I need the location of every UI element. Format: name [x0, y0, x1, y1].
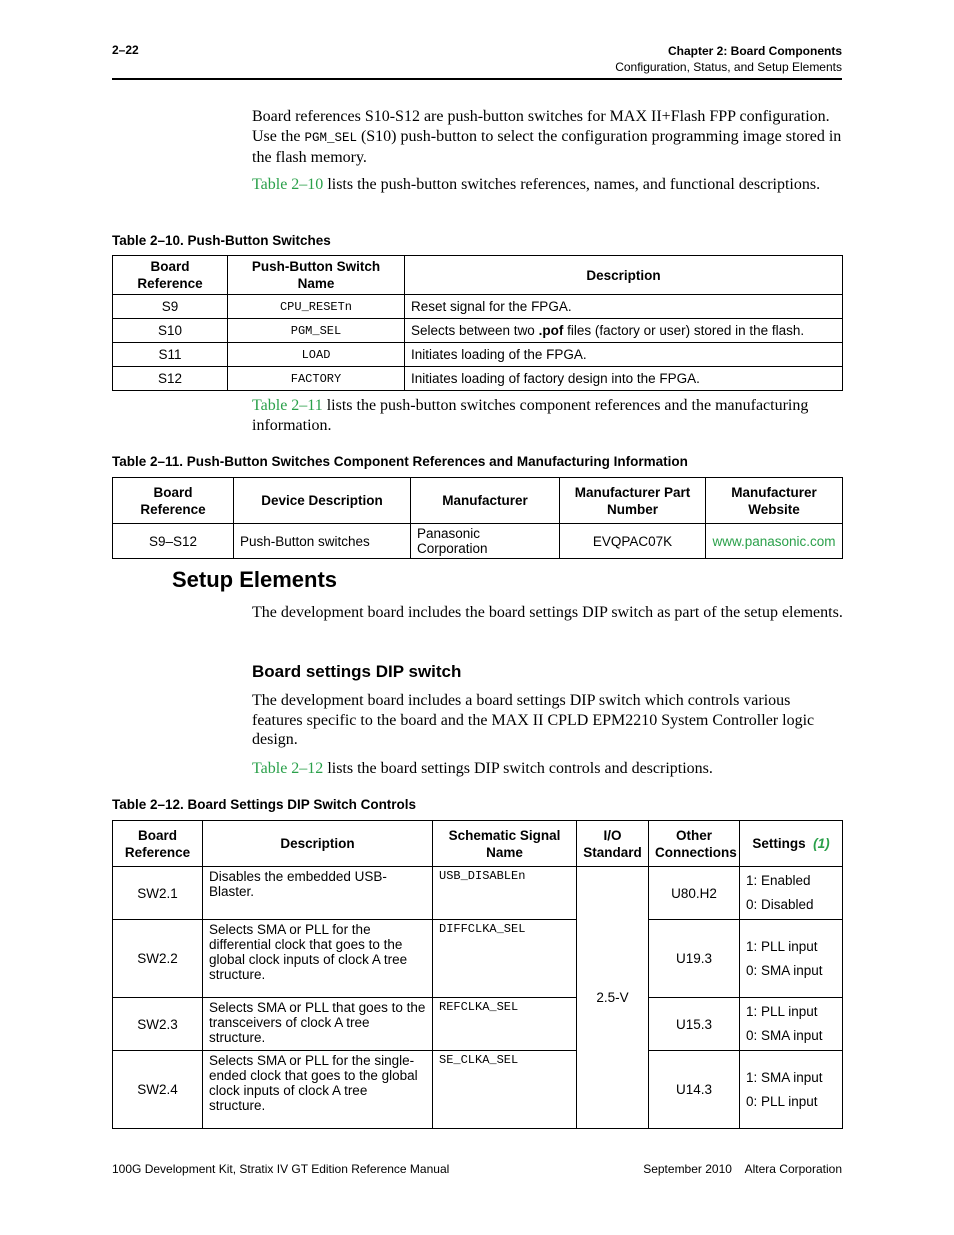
column-header: Manufacturer Website [706, 478, 843, 524]
chapter-title: Chapter 2: Board Components [667, 44, 842, 58]
table-2-12-link[interactable]: Table 2–12 [252, 760, 324, 777]
running-header [615, 43, 842, 75]
column-header: Description [203, 821, 433, 867]
table-row: S10 PGM_SEL Selects between two .pof files (factory or user) stored in the flash. [113, 319, 843, 343]
manufacturer-website-link[interactable]: www.panasonic.com [706, 524, 843, 559]
column-header: Board Reference [113, 256, 228, 295]
footnote-link[interactable]: (1) [813, 836, 830, 851]
table-row: S9–S12 Push-Button switches Panasonic Corporation EVQPAC07K www.panasonic.com [113, 524, 843, 559]
column-header: Description [405, 256, 843, 295]
column-header: Settings (1) [740, 821, 843, 867]
table-row: SW2.3 Selects SMA or PLL that goes to the transceivers of clock A tree structure. REFCLKA_SEL U15.3 1: PLL input 0: SMA input [113, 998, 843, 1051]
section-title: Configuration, Status, and Setup Elements [615, 60, 842, 74]
table-2-11-link[interactable]: Table 2–11 [252, 397, 323, 414]
table-caption: Table 2–11. Push-Button Switches Component References and Manufacturing Information [112, 454, 688, 469]
push-button-table [112, 255, 843, 391]
section-heading: Setup Elements [172, 567, 338, 592]
column-header: I/O Standard [577, 821, 649, 867]
table-row: S11 LOAD Initiates loading of the FPGA. [113, 343, 843, 367]
column-header: Manufacturer Part Number [560, 478, 706, 524]
subsection-heading: Board settings DIP switch [252, 662, 462, 681]
column-header: Other Connections [649, 821, 740, 867]
table-caption: Table 2–12. Board Settings DIP Switch Controls [112, 797, 417, 812]
column-header: Manufacturer [411, 478, 560, 524]
header-rule [112, 78, 842, 80]
table-caption: Table 2–10. Push-Button Switches [112, 233, 331, 248]
intro-paragraph: Board references S10-S12 are push-button switches for MAX II+Flash FPP configuration. Use the PGM_SEL (S10) push-button to select the configuration programming image stored in the flash memory. [252, 108, 842, 166]
table-row: S12 FACTORY Initiates loading of factory design into the FPGA. [113, 367, 843, 391]
setup-paragraph: The development board includes the board settings DIP switch as part of the setup elements. [252, 604, 843, 621]
page-number: 2–22 [112, 43, 139, 57]
table-reference-paragraph: Table 2–10 lists the push-button switches references, names, and functional descriptions. [252, 176, 821, 193]
dip-switch-table [112, 820, 843, 1129]
table-reference-paragraph: Table 2–11 lists the push-button switches component references and the manufacturing information. [252, 397, 809, 434]
footer-manual-title: 100G Development Kit, Stratix IV GT Edition Reference Manual [112, 1162, 450, 1176]
footer-date-company: September 2010 Altera Corporation [643, 1162, 842, 1176]
table-row: S9 CPU_RESETn Reset signal for the FPGA. [113, 295, 843, 319]
inline-code: PGM_SEL [304, 130, 357, 145]
column-header: Board Reference [113, 821, 203, 867]
column-header: Device Description [234, 478, 411, 524]
table-reference-paragraph: Table 2–12 lists the board settings DIP switch controls and descriptions. [252, 760, 713, 777]
table-row: SW2.4 Selects SMA or PLL for the single-ended clock that goes to the global clock inputs of clock A tree structure. SE_CLKA_SEL U14.3 1: SMA input 0: PLL input [113, 1051, 843, 1129]
manufacturing-table [112, 477, 843, 559]
table-row: SW2.2 Selects SMA or PLL for the differential clock that goes to the global clock inputs of clock A tree structure. DIFFCLKA_SEL U19.3 1: PLL input 0: SMA input [113, 920, 843, 998]
column-header: Board Reference [113, 478, 234, 524]
table-2-10-link[interactable]: Table 2–10 [252, 176, 324, 193]
column-header: Schematic Signal Name [433, 821, 577, 867]
column-header: Push-Button Switch Name [228, 256, 405, 295]
io-standard-cell: 2.5-V [577, 867, 649, 1129]
table-row: SW2.1 Disables the embedded USB-Blaster. USB_DISABLEn 2.5-V U80.H2 1: Enabled 0: Disabled [113, 867, 843, 920]
dip-switch-paragraph: The development board includes a board settings DIP switch which controls various features specific to the board and the MAX II CPLD EPM2210 System Controller logic design. [252, 692, 815, 748]
